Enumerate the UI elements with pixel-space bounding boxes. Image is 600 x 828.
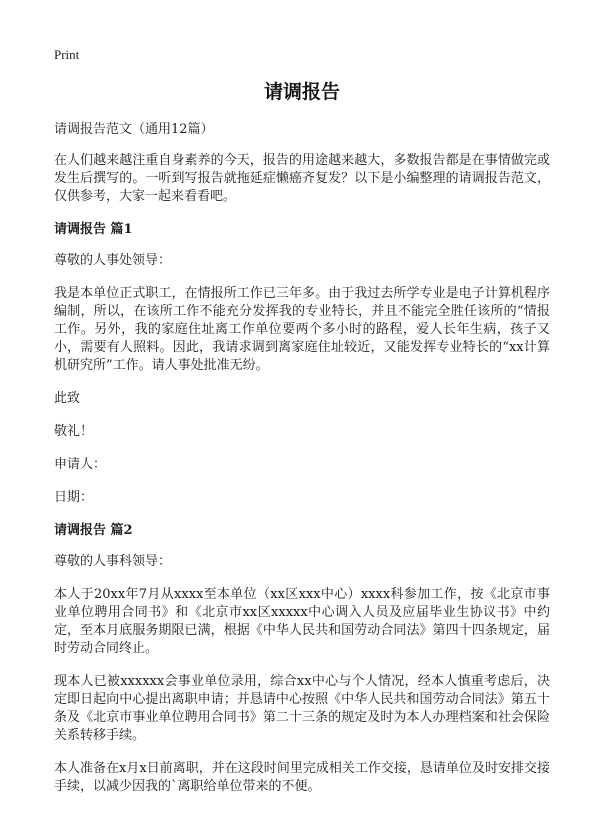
document-subtitle: 请调报告范文（通用12篇） [54, 122, 214, 137]
section-2 [54, 522, 550, 796]
body-paragraph: 本人于20xx年7月从xxxx至本单位（xx区xxx中心）xxxx科参加工作，按《北京市事业单位聘用合同书》和《北京市xx区xxxxx中心调入人员及应届毕业生协议书》中约定，至本月底服务期限已满，根据《中华人民共和国劳动合同法》第四十四条规定，届时劳动合同终止。 [54, 587, 550, 656]
document-title: 请调报告 [263, 81, 340, 103]
salutation: 尊敬的人事处领导： [54, 253, 172, 268]
closing-line: 此致 [54, 391, 81, 406]
body-paragraph: 本人准备在x月x日前离职，并在这段时间里完成相关工作交接，恳请单位及时安排交接手续，以减少因我的`离职给单位带来的不便。 [54, 761, 550, 794]
intro-paragraph: 在人们越来越注重自身素养的今天，报告的用途越来越大，多数报告都是在事情做完或发生后撰写的。一听到写报告就拖延症懒癌齐复发？以下是小编整理的请调报告范文，仅供参考，大家一起来看看吧。 [54, 153, 550, 204]
section-1 [54, 221, 550, 507]
print-link[interactable]: Print [54, 47, 80, 62]
section-heading: 请调报告 篇1 [54, 222, 133, 237]
body-paragraph: 现本人已被xxxxxx会事业单位录用，综合xx中心与个人情况，经本人慎重考虑后，决定即日起向中心提出离职申请；并恳请中心按照《中华人民共和国劳动合同法》第五十条及《北京市事业单位聘用合同书》第二十三条的规定及时为本人办理档案和社会保险关系转移手续。 [54, 674, 550, 743]
section-heading: 请调报告 篇2 [54, 523, 133, 538]
date-label: 日期： [54, 490, 94, 505]
applicant-label: 申请人： [54, 457, 107, 472]
regards-line: 敬礼！ [54, 424, 94, 439]
document-body [54, 121, 550, 811]
body-paragraph: 我是本单位正式职工，在情报所工作已三年多。由于我过去所学专业是电子计算机程序编制，所以，在该所工作不能充分发挥我的专业特长，并且不能完全胜任该所的“情报工作。另外，我的家庭住址离工作单位要两个多小时的路程，爱人长年生病，孩子又小，需要有人照料。因此，我请求调到离家庭住址较近，又能发挥专业特长的“xx计算机研究所”工作。请人事处批准无纷。 [54, 286, 550, 373]
salutation: 尊敬的人事科领导： [54, 554, 172, 569]
